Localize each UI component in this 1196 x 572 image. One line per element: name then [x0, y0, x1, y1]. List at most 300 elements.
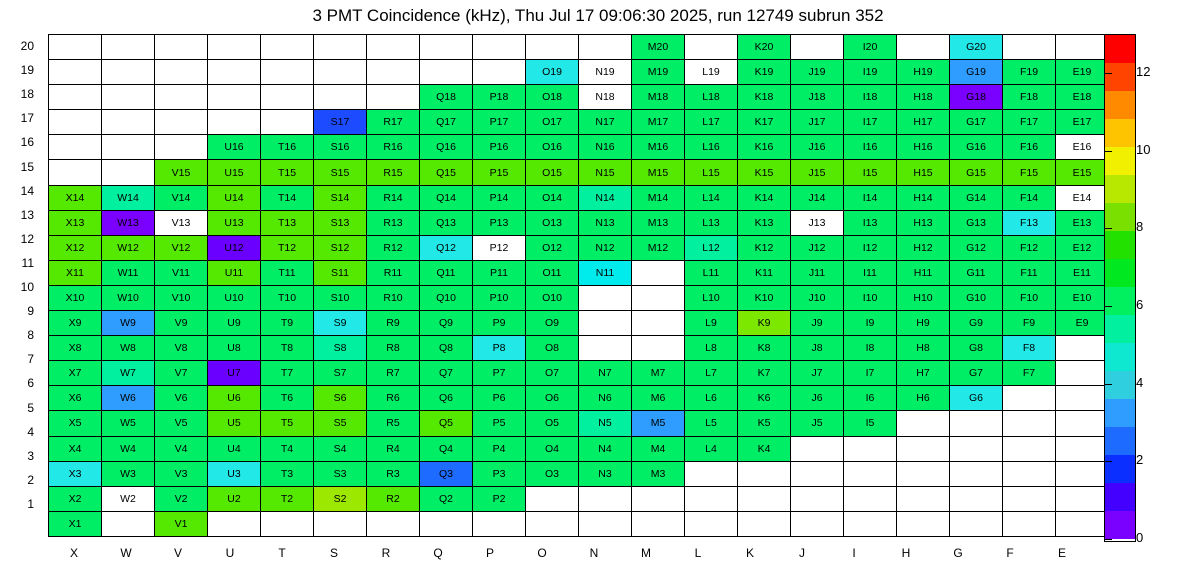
heatmap-cell[interactable]: O3 — [526, 461, 579, 486]
heatmap-cell[interactable]: I11 — [844, 260, 897, 285]
heatmap-cell[interactable]: R16 — [367, 135, 420, 160]
heatmap-cell[interactable]: O9 — [526, 311, 579, 336]
heatmap-cell[interactable]: V2 — [155, 486, 208, 511]
heatmap-cell[interactable]: E10 — [1056, 285, 1109, 310]
heatmap-cell[interactable]: T2 — [261, 486, 314, 511]
heatmap-cell[interactable]: F12 — [1003, 235, 1056, 260]
heatmap-cell[interactable]: L7 — [685, 361, 738, 386]
heatmap-cell[interactable]: P2 — [473, 486, 526, 511]
heatmap-cell[interactable]: J10 — [791, 285, 844, 310]
heatmap-cell[interactable]: V7 — [155, 361, 208, 386]
heatmap-cell[interactable]: O12 — [526, 235, 579, 260]
heatmap-cell[interactable]: U15 — [208, 160, 261, 185]
heatmap-cell[interactable]: L6 — [685, 386, 738, 411]
heatmap-cell[interactable]: F15 — [1003, 160, 1056, 185]
heatmap-cell[interactable]: K10 — [738, 285, 791, 310]
heatmap-cell[interactable]: E18 — [1056, 85, 1109, 110]
heatmap-cell[interactable]: G14 — [950, 185, 1003, 210]
heatmap-cell[interactable]: X2 — [49, 486, 102, 511]
heatmap-cell[interactable]: S15 — [314, 160, 367, 185]
heatmap-cell[interactable]: J11 — [791, 260, 844, 285]
heatmap-cell[interactable]: X3 — [49, 461, 102, 486]
heatmap-cell[interactable]: E9 — [1056, 311, 1109, 336]
heatmap-cell[interactable]: F10 — [1003, 285, 1056, 310]
heatmap-cell[interactable]: M19 — [632, 60, 685, 85]
heatmap-cell[interactable]: T14 — [261, 185, 314, 210]
heatmap-cell[interactable]: T11 — [261, 260, 314, 285]
heatmap-cell[interactable]: S16 — [314, 135, 367, 160]
heatmap-cell[interactable]: Q12 — [420, 235, 473, 260]
heatmap-cell[interactable]: K9 — [738, 311, 791, 336]
heatmap-cell[interactable]: P9 — [473, 311, 526, 336]
heatmap-cell[interactable]: I20 — [844, 35, 897, 60]
heatmap-cell[interactable]: V3 — [155, 461, 208, 486]
heatmap-cell[interactable]: F18 — [1003, 85, 1056, 110]
heatmap-cell[interactable]: K8 — [738, 336, 791, 361]
heatmap-cell[interactable]: E16 — [1056, 135, 1109, 160]
heatmap-cell[interactable]: U10 — [208, 285, 261, 310]
heatmap-cell[interactable]: R9 — [367, 311, 420, 336]
heatmap-cell[interactable]: K15 — [738, 160, 791, 185]
heatmap-cell[interactable]: W12 — [102, 235, 155, 260]
heatmap-cell[interactable]: T13 — [261, 210, 314, 235]
heatmap-cell[interactable]: O13 — [526, 210, 579, 235]
heatmap-cell[interactable]: L11 — [685, 260, 738, 285]
heatmap-cell[interactable]: V6 — [155, 386, 208, 411]
heatmap-cell[interactable]: I18 — [844, 85, 897, 110]
heatmap-cell[interactable]: E14 — [1056, 185, 1109, 210]
heatmap-cell[interactable]: M18 — [632, 85, 685, 110]
heatmap-cell[interactable]: P11 — [473, 260, 526, 285]
heatmap-cell[interactable]: T16 — [261, 135, 314, 160]
heatmap-cell[interactable]: F7 — [1003, 361, 1056, 386]
heatmap-cell[interactable]: H7 — [897, 361, 950, 386]
heatmap-cell[interactable]: V10 — [155, 285, 208, 310]
heatmap-cell[interactable]: K14 — [738, 185, 791, 210]
heatmap-cell[interactable]: K16 — [738, 135, 791, 160]
heatmap-cell[interactable]: I12 — [844, 235, 897, 260]
heatmap-cell[interactable]: E13 — [1056, 210, 1109, 235]
heatmap-cell[interactable]: S17 — [314, 110, 367, 135]
heatmap-cell[interactable]: P4 — [473, 436, 526, 461]
heatmap-cell[interactable]: H12 — [897, 235, 950, 260]
heatmap-cell[interactable]: M20 — [632, 35, 685, 60]
heatmap-cell[interactable]: L18 — [685, 85, 738, 110]
heatmap-cell[interactable]: F14 — [1003, 185, 1056, 210]
heatmap-cell[interactable]: F13 — [1003, 210, 1056, 235]
heatmap-cell[interactable]: U4 — [208, 436, 261, 461]
heatmap-cell[interactable]: L9 — [685, 311, 738, 336]
heatmap-cell[interactable]: W9 — [102, 311, 155, 336]
heatmap-cell[interactable]: U7 — [208, 361, 261, 386]
heatmap-cell[interactable]: L8 — [685, 336, 738, 361]
heatmap-cell[interactable]: H6 — [897, 386, 950, 411]
heatmap-cell[interactable]: U12 — [208, 235, 261, 260]
heatmap-cell[interactable]: N6 — [579, 386, 632, 411]
heatmap-cell[interactable]: S12 — [314, 235, 367, 260]
heatmap-cell[interactable]: L10 — [685, 285, 738, 310]
heatmap-cell[interactable]: R12 — [367, 235, 420, 260]
heatmap-cell[interactable]: S4 — [314, 436, 367, 461]
heatmap-cell[interactable]: Q3 — [420, 461, 473, 486]
heatmap-cell[interactable]: V5 — [155, 411, 208, 436]
heatmap-cell[interactable]: U11 — [208, 260, 261, 285]
heatmap-cell[interactable]: Q10 — [420, 285, 473, 310]
heatmap-cell[interactable]: S14 — [314, 185, 367, 210]
heatmap-cell[interactable]: G17 — [950, 110, 1003, 135]
heatmap-cell[interactable]: L14 — [685, 185, 738, 210]
heatmap-cell[interactable]: K12 — [738, 235, 791, 260]
heatmap-cell[interactable]: F11 — [1003, 260, 1056, 285]
heatmap-cell[interactable]: G15 — [950, 160, 1003, 185]
heatmap-cell[interactable]: G13 — [950, 210, 1003, 235]
heatmap-cell[interactable]: M16 — [632, 135, 685, 160]
heatmap-cell[interactable]: I9 — [844, 311, 897, 336]
heatmap-cell[interactable]: F19 — [1003, 60, 1056, 85]
heatmap-cell[interactable]: O5 — [526, 411, 579, 436]
heatmap-cell[interactable]: N13 — [579, 210, 632, 235]
heatmap-cell[interactable]: M7 — [632, 361, 685, 386]
heatmap-cell[interactable]: S7 — [314, 361, 367, 386]
heatmap-cell[interactable]: P12 — [473, 235, 526, 260]
heatmap-cell[interactable]: G7 — [950, 361, 1003, 386]
heatmap-cell[interactable]: X9 — [49, 311, 102, 336]
heatmap-cell[interactable]: G20 — [950, 35, 1003, 60]
heatmap-cell[interactable]: K13 — [738, 210, 791, 235]
heatmap-cell[interactable]: N14 — [579, 185, 632, 210]
heatmap-cell[interactable]: S9 — [314, 311, 367, 336]
heatmap-cell[interactable]: K20 — [738, 35, 791, 60]
heatmap-cell[interactable]: P10 — [473, 285, 526, 310]
heatmap-cell[interactable]: X5 — [49, 411, 102, 436]
heatmap-cell[interactable]: W14 — [102, 185, 155, 210]
heatmap-cell[interactable]: I10 — [844, 285, 897, 310]
heatmap-cell[interactable]: H9 — [897, 311, 950, 336]
heatmap-cell[interactable]: N4 — [579, 436, 632, 461]
heatmap-cell[interactable]: V1 — [155, 511, 208, 536]
heatmap-cell[interactable]: Q15 — [420, 160, 473, 185]
heatmap-cell[interactable]: X13 — [49, 210, 102, 235]
heatmap-cell[interactable]: Q7 — [420, 361, 473, 386]
heatmap-cell[interactable]: L17 — [685, 110, 738, 135]
heatmap-cell[interactable]: R8 — [367, 336, 420, 361]
heatmap-cell[interactable]: J16 — [791, 135, 844, 160]
heatmap-cell[interactable]: S2 — [314, 486, 367, 511]
heatmap-cell[interactable]: X10 — [49, 285, 102, 310]
heatmap-cell[interactable]: Q16 — [420, 135, 473, 160]
heatmap-cell[interactable]: V14 — [155, 185, 208, 210]
heatmap-cell[interactable]: J17 — [791, 110, 844, 135]
heatmap-cell[interactable]: H15 — [897, 160, 950, 185]
heatmap-cell[interactable]: P5 — [473, 411, 526, 436]
heatmap-cell[interactable]: X6 — [49, 386, 102, 411]
heatmap-cell[interactable]: T3 — [261, 461, 314, 486]
heatmap-cell[interactable]: L13 — [685, 210, 738, 235]
heatmap-cell[interactable]: R3 — [367, 461, 420, 486]
heatmap-cell[interactable]: P8 — [473, 336, 526, 361]
heatmap-cell[interactable]: R6 — [367, 386, 420, 411]
heatmap-cell[interactable]: J13 — [791, 210, 844, 235]
heatmap-cell[interactable]: L16 — [685, 135, 738, 160]
heatmap-cell[interactable]: E12 — [1056, 235, 1109, 260]
heatmap-cell[interactable]: P7 — [473, 361, 526, 386]
heatmap-cell[interactable]: M4 — [632, 436, 685, 461]
heatmap-cell[interactable]: R11 — [367, 260, 420, 285]
heatmap-cell[interactable]: O19 — [526, 60, 579, 85]
heatmap-cell[interactable]: K6 — [738, 386, 791, 411]
heatmap-cell[interactable]: Q11 — [420, 260, 473, 285]
heatmap-cell[interactable]: V15 — [155, 160, 208, 185]
heatmap-cell[interactable]: L4 — [685, 436, 738, 461]
heatmap-cell[interactable]: W6 — [102, 386, 155, 411]
heatmap-cell[interactable]: J8 — [791, 336, 844, 361]
heatmap-cell[interactable]: O14 — [526, 185, 579, 210]
heatmap-cell[interactable]: L15 — [685, 160, 738, 185]
heatmap-cell[interactable]: X7 — [49, 361, 102, 386]
heatmap-cell[interactable]: F16 — [1003, 135, 1056, 160]
heatmap-cell[interactable]: V13 — [155, 210, 208, 235]
heatmap-cell[interactable]: N18 — [579, 85, 632, 110]
heatmap-cell[interactable]: T15 — [261, 160, 314, 185]
heatmap-cell[interactable]: O7 — [526, 361, 579, 386]
heatmap-cell[interactable]: O4 — [526, 436, 579, 461]
heatmap-cell[interactable]: N17 — [579, 110, 632, 135]
heatmap-cell[interactable]: O10 — [526, 285, 579, 310]
heatmap-cell[interactable]: O16 — [526, 135, 579, 160]
heatmap-cell[interactable]: M13 — [632, 210, 685, 235]
heatmap-cell[interactable]: L5 — [685, 411, 738, 436]
heatmap-cell[interactable]: S6 — [314, 386, 367, 411]
heatmap-cell[interactable]: I16 — [844, 135, 897, 160]
heatmap-cell[interactable]: N7 — [579, 361, 632, 386]
heatmap-cell[interactable]: L12 — [685, 235, 738, 260]
heatmap-cell[interactable]: R17 — [367, 110, 420, 135]
heatmap-cell[interactable]: Q13 — [420, 210, 473, 235]
heatmap-cell[interactable]: V4 — [155, 436, 208, 461]
heatmap-cell[interactable]: E15 — [1056, 160, 1109, 185]
heatmap-cell[interactable]: T10 — [261, 285, 314, 310]
heatmap-cell[interactable]: G16 — [950, 135, 1003, 160]
heatmap-cell[interactable]: H16 — [897, 135, 950, 160]
heatmap-cell[interactable]: N19 — [579, 60, 632, 85]
heatmap-cell[interactable]: F8 — [1003, 336, 1056, 361]
heatmap-cell[interactable]: J19 — [791, 60, 844, 85]
heatmap-cell[interactable]: M17 — [632, 110, 685, 135]
heatmap-cell[interactable]: R4 — [367, 436, 420, 461]
heatmap-cell[interactable]: W5 — [102, 411, 155, 436]
heatmap-cell[interactable]: X1 — [49, 511, 102, 536]
heatmap-cell[interactable]: Q17 — [420, 110, 473, 135]
heatmap-cell[interactable]: R13 — [367, 210, 420, 235]
heatmap-cell[interactable]: O18 — [526, 85, 579, 110]
heatmap-cell[interactable]: S3 — [314, 461, 367, 486]
heatmap-cell[interactable]: K7 — [738, 361, 791, 386]
heatmap-cell[interactable]: O8 — [526, 336, 579, 361]
heatmap-cell[interactable]: T5 — [261, 411, 314, 436]
heatmap-cell[interactable]: O17 — [526, 110, 579, 135]
heatmap-cell[interactable]: V11 — [155, 260, 208, 285]
heatmap-cell[interactable]: W8 — [102, 336, 155, 361]
heatmap-cell[interactable]: N3 — [579, 461, 632, 486]
heatmap-cell[interactable]: I6 — [844, 386, 897, 411]
heatmap-cell[interactable]: O15 — [526, 160, 579, 185]
heatmap-cell[interactable]: I15 — [844, 160, 897, 185]
heatmap-cell[interactable]: V12 — [155, 235, 208, 260]
heatmap-cell[interactable]: S10 — [314, 285, 367, 310]
heatmap-cell[interactable]: R2 — [367, 486, 420, 511]
heatmap-cell[interactable]: Q6 — [420, 386, 473, 411]
heatmap-cell[interactable]: P18 — [473, 85, 526, 110]
heatmap-cell[interactable]: M15 — [632, 160, 685, 185]
heatmap-cell[interactable]: R7 — [367, 361, 420, 386]
heatmap-cell[interactable]: H18 — [897, 85, 950, 110]
heatmap-cell[interactable]: P13 — [473, 210, 526, 235]
heatmap-cell[interactable]: F9 — [1003, 311, 1056, 336]
heatmap-cell[interactable]: J18 — [791, 85, 844, 110]
heatmap-cell[interactable]: X4 — [49, 436, 102, 461]
heatmap-cell[interactable]: S5 — [314, 411, 367, 436]
heatmap-cell[interactable]: P6 — [473, 386, 526, 411]
heatmap-cell[interactable]: U3 — [208, 461, 261, 486]
heatmap-cell[interactable]: K5 — [738, 411, 791, 436]
heatmap-cell[interactable]: L19 — [685, 60, 738, 85]
heatmap-cell[interactable]: T4 — [261, 436, 314, 461]
heatmap-cell[interactable]: I8 — [844, 336, 897, 361]
heatmap-cell[interactable]: M14 — [632, 185, 685, 210]
heatmap-cell[interactable]: P16 — [473, 135, 526, 160]
heatmap-cell[interactable]: G11 — [950, 260, 1003, 285]
heatmap-cell[interactable]: R10 — [367, 285, 420, 310]
heatmap-cell[interactable]: I19 — [844, 60, 897, 85]
heatmap-cell[interactable]: P3 — [473, 461, 526, 486]
heatmap-cell[interactable]: E17 — [1056, 110, 1109, 135]
heatmap-cell[interactable]: H13 — [897, 210, 950, 235]
heatmap-cell[interactable]: I14 — [844, 185, 897, 210]
heatmap-cell[interactable]: J15 — [791, 160, 844, 185]
heatmap-cell[interactable]: T6 — [261, 386, 314, 411]
heatmap-cell[interactable]: V8 — [155, 336, 208, 361]
heatmap-cell[interactable]: J6 — [791, 386, 844, 411]
heatmap-cell[interactable]: W4 — [102, 436, 155, 461]
heatmap-cell[interactable]: X11 — [49, 260, 102, 285]
heatmap-cell[interactable]: Q8 — [420, 336, 473, 361]
heatmap-cell[interactable]: X12 — [49, 235, 102, 260]
heatmap-cell[interactable]: Q4 — [420, 436, 473, 461]
heatmap-cell[interactable]: I13 — [844, 210, 897, 235]
heatmap-cell[interactable]: J14 — [791, 185, 844, 210]
heatmap-cell[interactable]: G6 — [950, 386, 1003, 411]
heatmap-cell[interactable]: H14 — [897, 185, 950, 210]
heatmap-cell[interactable]: O6 — [526, 386, 579, 411]
heatmap-cell[interactable]: H10 — [897, 285, 950, 310]
heatmap-cell[interactable]: Q2 — [420, 486, 473, 511]
heatmap-cell[interactable]: K19 — [738, 60, 791, 85]
heatmap-cell[interactable]: U2 — [208, 486, 261, 511]
heatmap-cell[interactable]: G8 — [950, 336, 1003, 361]
heatmap-cell[interactable]: U8 — [208, 336, 261, 361]
heatmap-cell[interactable]: H11 — [897, 260, 950, 285]
heatmap-cell[interactable]: M5 — [632, 411, 685, 436]
heatmap-cell[interactable]: J9 — [791, 311, 844, 336]
heatmap-cell[interactable]: P15 — [473, 160, 526, 185]
heatmap-cell[interactable]: J7 — [791, 361, 844, 386]
heatmap-cell[interactable]: H8 — [897, 336, 950, 361]
heatmap-cell[interactable]: N5 — [579, 411, 632, 436]
heatmap-cell[interactable]: U16 — [208, 135, 261, 160]
heatmap-cell[interactable]: S8 — [314, 336, 367, 361]
heatmap-cell[interactable]: T8 — [261, 336, 314, 361]
heatmap-cell[interactable]: H17 — [897, 110, 950, 135]
heatmap-cell[interactable]: F17 — [1003, 110, 1056, 135]
heatmap-cell[interactable]: W2 — [102, 486, 155, 511]
heatmap-cell[interactable]: N11 — [579, 260, 632, 285]
heatmap-cell[interactable]: J5 — [791, 411, 844, 436]
heatmap-cell[interactable]: S13 — [314, 210, 367, 235]
heatmap-cell[interactable]: X14 — [49, 185, 102, 210]
heatmap-cell[interactable]: P17 — [473, 110, 526, 135]
heatmap-cell[interactable]: U5 — [208, 411, 261, 436]
heatmap-cell[interactable]: E19 — [1056, 60, 1109, 85]
heatmap-cell[interactable]: K18 — [738, 85, 791, 110]
heatmap-cell[interactable]: G12 — [950, 235, 1003, 260]
heatmap-cell[interactable]: G9 — [950, 311, 1003, 336]
heatmap-cell[interactable]: P14 — [473, 185, 526, 210]
heatmap-cell[interactable]: Q18 — [420, 85, 473, 110]
heatmap-cell[interactable]: W3 — [102, 461, 155, 486]
heatmap-cell[interactable]: W13 — [102, 210, 155, 235]
heatmap-cell[interactable]: S11 — [314, 260, 367, 285]
heatmap-cell[interactable]: R15 — [367, 160, 420, 185]
heatmap-cell[interactable]: R5 — [367, 411, 420, 436]
heatmap-cell[interactable]: G10 — [950, 285, 1003, 310]
heatmap-cell[interactable]: E11 — [1056, 260, 1109, 285]
heatmap-cell[interactable]: K4 — [738, 436, 791, 461]
heatmap-cell[interactable]: Q14 — [420, 185, 473, 210]
heatmap-cell[interactable]: U14 — [208, 185, 261, 210]
heatmap-cell[interactable]: J12 — [791, 235, 844, 260]
heatmap-cell[interactable]: I5 — [844, 411, 897, 436]
heatmap-cell[interactable]: N12 — [579, 235, 632, 260]
heatmap-cell[interactable]: V9 — [155, 311, 208, 336]
heatmap-cell[interactable]: I7 — [844, 361, 897, 386]
heatmap-cell[interactable]: K11 — [738, 260, 791, 285]
heatmap-cell[interactable]: T12 — [261, 235, 314, 260]
heatmap-cell[interactable]: U6 — [208, 386, 261, 411]
heatmap-cell[interactable]: U13 — [208, 210, 261, 235]
heatmap-cell[interactable]: Q5 — [420, 411, 473, 436]
heatmap-cell[interactable]: M12 — [632, 235, 685, 260]
heatmap-cell[interactable]: I17 — [844, 110, 897, 135]
heatmap-cell[interactable]: Q9 — [420, 311, 473, 336]
heatmap-cell[interactable]: O11 — [526, 260, 579, 285]
heatmap-cell[interactable]: W10 — [102, 285, 155, 310]
heatmap-cell[interactable]: U9 — [208, 311, 261, 336]
heatmap-cell[interactable]: T9 — [261, 311, 314, 336]
heatmap-cell[interactable]: W11 — [102, 260, 155, 285]
heatmap-cell[interactable]: R14 — [367, 185, 420, 210]
heatmap-cell[interactable]: N16 — [579, 135, 632, 160]
heatmap-cell[interactable]: K17 — [738, 110, 791, 135]
heatmap-cell[interactable]: M6 — [632, 386, 685, 411]
heatmap-cell[interactable]: M3 — [632, 461, 685, 486]
heatmap-cell[interactable]: G18 — [950, 85, 1003, 110]
heatmap-cell[interactable]: G19 — [950, 60, 1003, 85]
heatmap-cell[interactable]: X8 — [49, 336, 102, 361]
heatmap-cell[interactable]: H19 — [897, 60, 950, 85]
heatmap-cell[interactable]: W7 — [102, 361, 155, 386]
heatmap-cell[interactable]: T7 — [261, 361, 314, 386]
heatmap-cell[interactable]: N15 — [579, 160, 632, 185]
